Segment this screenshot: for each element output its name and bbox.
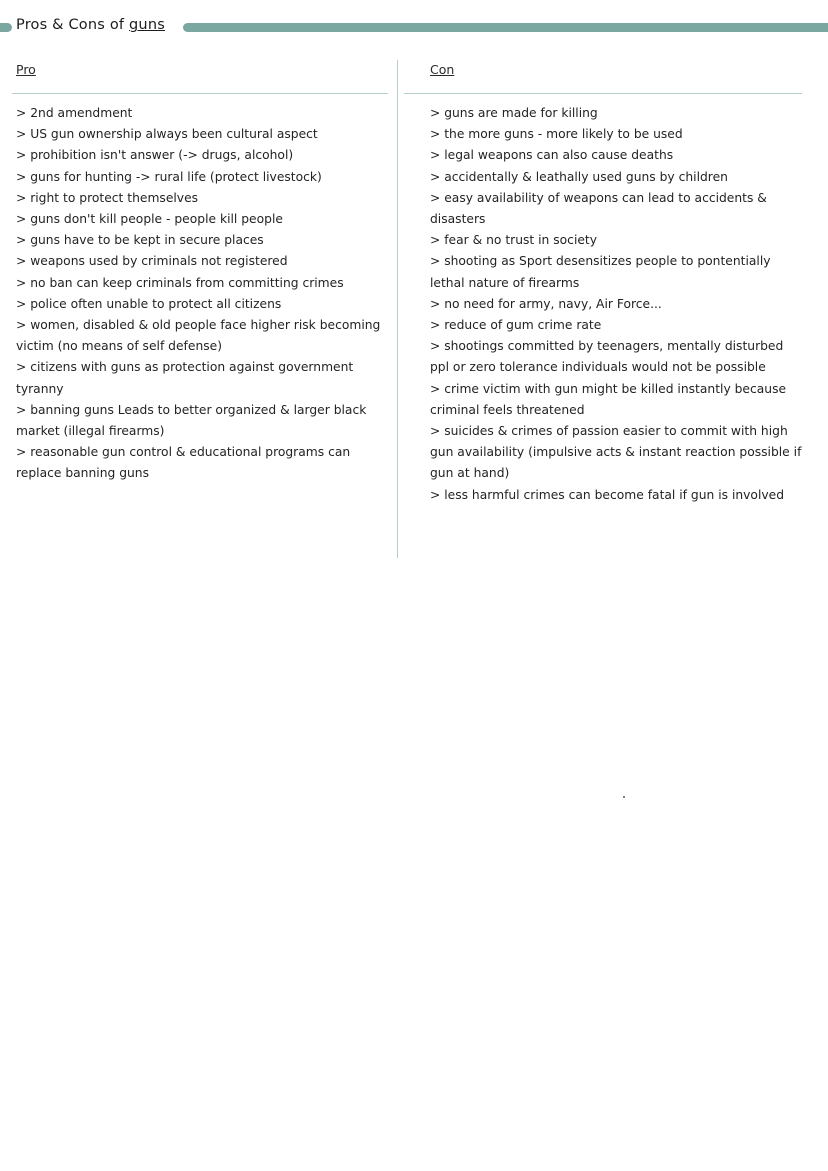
list-item: > 2nd amendment <box>16 106 133 120</box>
title-accent-bar-left <box>0 23 12 32</box>
pro-heading: Pro <box>16 62 36 77</box>
list-item: > the more guns - more likely to be used <box>430 127 683 142</box>
list-item: > no ban can keep criminals from committing crimes <box>16 275 344 290</box>
page-title-underlined: guns <box>129 17 165 33</box>
column-divider <box>397 60 398 558</box>
page-title-prefix: Pros & Cons of <box>16 17 130 33</box>
list-item: > accidentally & leathally used guns by children <box>430 169 728 184</box>
con-heading-divider <box>404 93 802 94</box>
list-item: > no need for army, navy, Air Force... <box>430 296 662 311</box>
list-item: > weapons used by criminals not registered <box>16 254 288 269</box>
stray-pen-mark <box>623 796 625 798</box>
title-banner <box>0 17 828 41</box>
list-item: > guns for hunting -> rural life (protect livestock) <box>16 169 322 184</box>
list-item: > right to protect themselves <box>16 190 199 205</box>
list-item: > fear & no trust in society <box>430 233 598 248</box>
list-item: > women, disabled & old people face higher risk becoming victim (no means of self defense) <box>16 318 381 354</box>
list-item: > guns don't kill people - people kill people <box>16 212 283 227</box>
list-item: > easy availability of weapons can lead to accidents & disasters <box>430 190 767 227</box>
title-accent-bar-right <box>183 23 828 32</box>
list-item: > banning guns Leads to better organized & larger black market (illegal firearms) <box>16 402 367 439</box>
page-title <box>16 17 165 33</box>
list-item: > shootings committed by teenagers, mentally disturbed ppl or zero tolerance individuals would not be possible <box>430 339 784 375</box>
list-item: > crime victim with gun might be killed instantly because criminal feels threatened <box>430 381 787 417</box>
list-item: > police often unable to protect all citizens <box>16 296 282 311</box>
list-item: > prohibition isn't answer (-> drugs, alcohol) <box>16 148 294 163</box>
con-list <box>430 103 802 506</box>
con-heading: Con <box>430 62 455 77</box>
list-item: > citizens with guns as protection against government tyranny <box>16 360 354 396</box>
pro-heading-divider <box>12 93 388 94</box>
pro-list <box>16 103 386 485</box>
list-item: > reasonable gun control & educational programs can replace banning guns <box>16 445 351 481</box>
list-item: > guns are made for killing <box>430 106 598 120</box>
list-item: > US gun ownership always been cultural aspect <box>16 127 318 142</box>
list-item: > suicides & crimes of passion easier to commit with high gun availability (impulsive acts & instant reaction possible if gun at hand) <box>430 424 802 481</box>
list-item: > reduce of gum crime rate <box>430 318 602 333</box>
list-item: > guns have to be kept in secure places <box>16 233 264 248</box>
list-item: > shooting as Sport desensitizes people to pontentially lethal nature of firearms <box>430 254 771 290</box>
list-item: > legal weapons can also cause deaths <box>430 148 674 163</box>
list-item: > less harmful crimes can become fatal if gun is involved <box>430 487 785 502</box>
